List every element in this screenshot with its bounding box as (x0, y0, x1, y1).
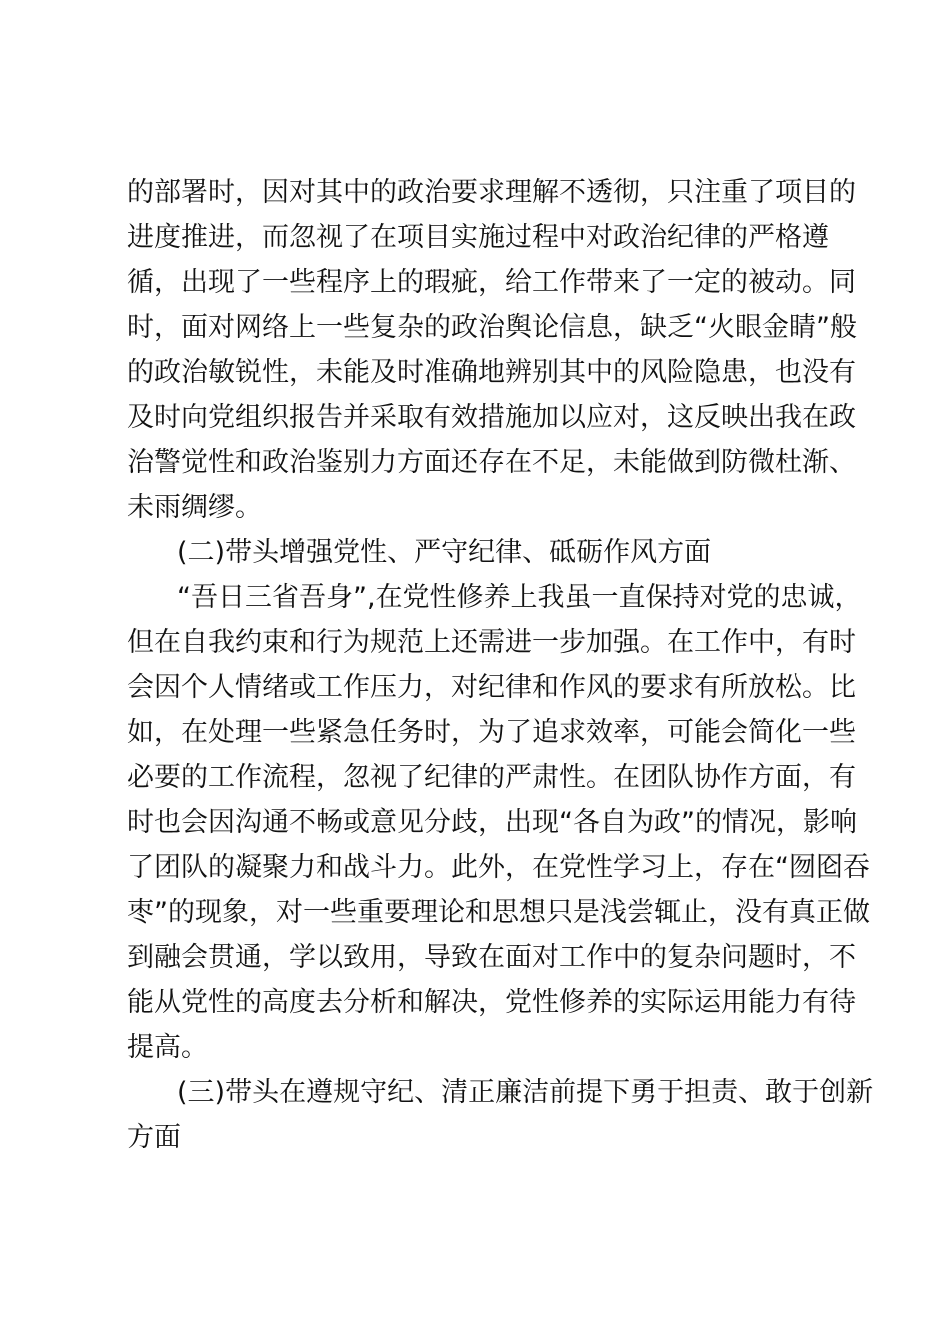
body-text-line: 的部署时，因对其中的政治要求理解不透彻，只注重了项目的 (127, 177, 856, 208)
section-heading-continuation: 方面 (127, 1122, 181, 1153)
body-text-line: 提高。 (127, 1032, 208, 1063)
body-text-line: 进度推进，而忽视了在项目实施过程中对政治纪律的严格遵 (127, 222, 829, 253)
body-text-line: 会因个人情绪或工作压力，对纪律和作风的要求有所放松。比 (127, 672, 856, 703)
body-text-line: 但在自我约束和行为规范上还需进一步加强。在工作中，有时 (127, 627, 856, 658)
body-text-line: 未雨绸缪。 (127, 492, 262, 523)
body-text-line: “吾日三省吾身”,在党性修养上我虽一直保持对党的忠诚， (177, 582, 862, 613)
body-text-line: 时，面对网络上一些复杂的政治舆论信息，缺乏“火眼金睛”般 (127, 312, 857, 343)
body-text-line: 时也会因沟通不畅或意见分歧，出现“各自为政”的情况，影响 (127, 807, 857, 838)
body-text-line: 的政治敏锐性，未能及时准确地辨别其中的风险隐患，也没有 (127, 357, 856, 388)
body-text-line: 到融会贯通，学以致用，导致在面对工作中的复杂问题时，不 (127, 942, 856, 973)
section-heading: (二)带头增强党性、严守纪律、砥砺作风方面 (177, 537, 712, 568)
body-text-line: 如，在处理一些紧急任务时，为了追求效率，可能会简化一些 (127, 717, 856, 748)
body-text-line: 了团队的凝聚力和战斗力。此外，在党性学习上，存在“囫囵吞 (127, 852, 870, 883)
body-text-line: 循，出现了一些程序上的瑕疵，给工作带来了一定的被动。同 (127, 267, 856, 298)
body-text-line: 及时向党组织报告并采取有效措施加以应对，这反映出我在政 (127, 402, 856, 433)
body-text-line: 能从党性的高度去分析和解决，党性修养的实际运用能力有待 (127, 987, 856, 1018)
body-text-line: 治警觉性和政治鉴别力方面还存在不足，未能做到防微杜渐、 (127, 447, 856, 478)
body-text-line: 枣”的现象，对一些重要理论和思想只是浅尝辄止，没有真正做 (127, 897, 870, 928)
body-text-line: 必要的工作流程，忽视了纪律的严肃性。在团队协作方面，有 (127, 762, 856, 793)
section-heading: (三)带头在遵规守纪、清正廉洁前提下勇于担责、敢于创新 (177, 1077, 874, 1108)
